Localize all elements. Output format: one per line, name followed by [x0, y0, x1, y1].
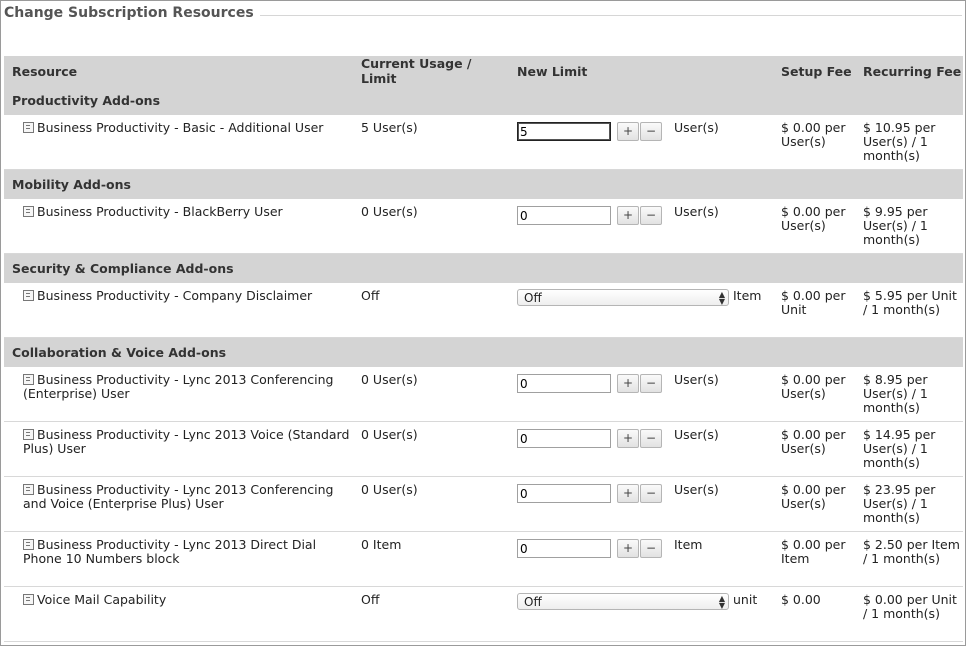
limit-unit: unit	[733, 592, 758, 607]
document-icon[interactable]	[23, 594, 34, 605]
fieldset-divider	[241, 15, 962, 16]
recurring-fee: $ 23.95 per User(s) / 1 month(s)	[855, 477, 963, 532]
table-row	[4, 587, 963, 642]
limit-control	[517, 289, 773, 306]
resources-table	[4, 56, 963, 642]
limit-control	[517, 205, 773, 225]
limit-unit: Item	[674, 537, 703, 552]
recurring-fee: $ 10.95 per User(s) / 1 month(s)	[855, 115, 963, 170]
document-icon[interactable]	[23, 429, 34, 440]
minus-icon[interactable]: −	[640, 484, 662, 503]
new-limit-cell	[509, 587, 773, 642]
document-icon[interactable]	[23, 122, 34, 133]
new-limit-cell	[509, 422, 773, 477]
quantity-stepper	[617, 206, 662, 225]
resource-cell	[4, 587, 353, 642]
new-limit-input[interactable]	[517, 206, 611, 225]
page-title: Change Subscription Resources	[4, 5, 260, 21]
table-row	[4, 477, 963, 532]
column-header-recurring-fee: Recurring Fee	[855, 56, 963, 86]
current-usage: Off	[353, 587, 509, 642]
limit-unit: Item	[733, 288, 762, 303]
document-icon[interactable]	[23, 374, 34, 385]
column-header-setup-fee: Setup Fee	[773, 56, 855, 86]
setup-fee: $ 0.00 per Unit	[773, 283, 855, 338]
minus-icon[interactable]: −	[640, 429, 662, 448]
setup-fee: $ 0.00 per User(s)	[773, 115, 855, 170]
setup-fee: $ 0.00	[773, 587, 855, 642]
limit-control	[517, 593, 773, 610]
select-value: Off	[524, 595, 542, 609]
setup-fee: $ 0.00 per User(s)	[773, 477, 855, 532]
document-icon[interactable]	[23, 539, 34, 550]
limit-unit: User(s)	[674, 204, 719, 219]
updown-arrows-icon: ▲ ▼	[718, 594, 725, 610]
new-limit-cell	[509, 115, 773, 170]
minus-icon[interactable]: −	[640, 206, 662, 225]
quantity-stepper	[617, 122, 662, 141]
resource-name: Business Productivity - Lync 2013 Voice (Standard Plus) User	[23, 427, 350, 456]
setup-fee: $ 0.00 per User(s)	[773, 199, 855, 254]
table-row	[4, 532, 963, 587]
limit-unit: User(s)	[674, 372, 719, 387]
new-limit-input[interactable]	[517, 374, 611, 393]
quantity-stepper	[617, 374, 662, 393]
recurring-fee: $ 14.95 per User(s) / 1 month(s)	[855, 422, 963, 477]
updown-arrows-icon: ▲ ▼	[718, 290, 725, 306]
new-limit-select[interactable]	[517, 593, 729, 610]
setup-fee: $ 0.00 per User(s)	[773, 422, 855, 477]
setup-fee: $ 0.00 per Item	[773, 532, 855, 587]
new-limit-cell	[509, 477, 773, 532]
current-usage: 0 User(s)	[353, 422, 509, 477]
new-limit-cell	[509, 532, 773, 587]
table-body	[4, 86, 963, 642]
current-usage: 0 User(s)	[353, 367, 509, 422]
column-header-new-limit: New Limit	[509, 56, 773, 86]
resource-name: Business Productivity - Lync 2013 Conferencing (Enterprise) User	[23, 372, 334, 401]
resource-name: Business Productivity - Lync 2013 Conferencing and Voice (Enterprise Plus) User	[23, 482, 334, 511]
resource-name: Business Productivity - Company Disclaimer	[37, 288, 313, 303]
select-value: Off	[524, 291, 542, 305]
quantity-stepper	[617, 429, 662, 448]
plus-icon[interactable]: +	[617, 206, 639, 225]
current-usage: Off	[353, 283, 509, 338]
minus-icon[interactable]: −	[640, 539, 662, 558]
limit-control	[517, 483, 773, 503]
recurring-fee: $ 8.95 per User(s) / 1 month(s)	[855, 367, 963, 422]
group-header-row	[4, 338, 963, 368]
plus-icon[interactable]: +	[617, 374, 639, 393]
resource-name: Voice Mail Capability	[37, 592, 167, 607]
document-icon[interactable]	[23, 484, 34, 495]
recurring-fee: $ 2.50 per Item / 1 month(s)	[855, 532, 963, 587]
resource-name: Business Productivity - BlackBerry User	[37, 204, 283, 219]
plus-icon[interactable]: +	[617, 539, 639, 558]
group-title: Mobility Add-ons	[4, 170, 963, 200]
current-usage: 0 Item	[353, 532, 509, 587]
table-row	[4, 367, 963, 422]
new-limit-input[interactable]	[517, 484, 611, 503]
limit-control	[517, 428, 773, 448]
resource-cell	[4, 283, 353, 338]
minus-icon[interactable]: −	[640, 122, 662, 141]
recurring-fee: $ 5.95 per Unit / 1 month(s)	[855, 283, 963, 338]
table-row	[4, 422, 963, 477]
new-limit-input[interactable]	[517, 429, 611, 448]
limit-unit: User(s)	[674, 120, 719, 135]
group-header-row	[4, 86, 963, 115]
table-row	[4, 199, 963, 254]
resource-cell	[4, 532, 353, 587]
resource-cell	[4, 477, 353, 532]
column-header-resource: Resource	[4, 56, 353, 86]
resource-name: Business Productivity - Lync 2013 Direct Dial Phone 10 Numbers block	[23, 537, 317, 566]
limit-unit: User(s)	[674, 482, 719, 497]
plus-icon[interactable]: +	[617, 429, 639, 448]
current-usage: 0 User(s)	[353, 199, 509, 254]
new-limit-cell	[509, 199, 773, 254]
minus-icon[interactable]: −	[640, 374, 662, 393]
document-icon[interactable]	[23, 290, 34, 301]
new-limit-cell	[509, 283, 773, 338]
setup-fee: $ 0.00 per User(s)	[773, 367, 855, 422]
resource-cell	[4, 422, 353, 477]
table-header-row	[4, 56, 963, 86]
recurring-fee: $ 9.95 per User(s) / 1 month(s)	[855, 199, 963, 254]
new-limit-cell	[509, 367, 773, 422]
current-usage: 0 User(s)	[353, 477, 509, 532]
document-icon[interactable]	[23, 206, 34, 217]
quantity-stepper	[617, 539, 662, 558]
limit-control	[517, 538, 773, 558]
resource-cell	[4, 115, 353, 170]
new-limit-input[interactable]	[517, 122, 611, 141]
resource-cell	[4, 367, 353, 422]
current-usage: 5 User(s)	[353, 115, 509, 170]
group-title: Collaboration & Voice Add-ons	[4, 338, 963, 368]
table-row	[4, 283, 963, 338]
limit-control	[517, 373, 773, 393]
plus-icon[interactable]: +	[617, 122, 639, 141]
plus-icon[interactable]: +	[617, 484, 639, 503]
group-header-row	[4, 254, 963, 284]
group-header-row	[4, 170, 963, 200]
quantity-stepper	[617, 484, 662, 503]
group-title: Security & Compliance Add-ons	[4, 254, 963, 284]
column-header-usage: Current Usage / Limit	[353, 56, 509, 86]
limit-control	[517, 121, 773, 141]
table-row	[4, 115, 963, 170]
new-limit-select[interactable]	[517, 289, 729, 306]
limit-unit: User(s)	[674, 427, 719, 442]
new-limit-input[interactable]	[517, 539, 611, 558]
resource-name: Business Productivity - Basic - Additional User	[37, 120, 324, 135]
resource-cell	[4, 199, 353, 254]
recurring-fee: $ 0.00 per Unit / 1 month(s)	[855, 587, 963, 642]
group-title: Productivity Add-ons	[4, 86, 963, 115]
